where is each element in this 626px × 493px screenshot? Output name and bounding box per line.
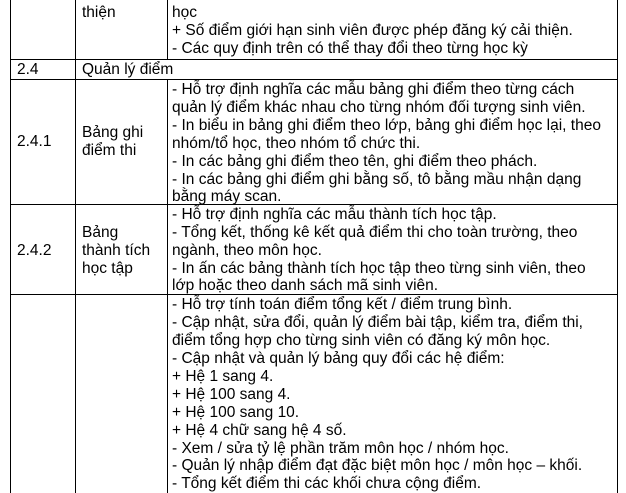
row-name: điểm thi xyxy=(82,142,137,159)
table-left-border xyxy=(10,0,11,493)
row-desc-line: nhóm/tổ học, theo nhóm tổ chức thi. xyxy=(172,135,421,152)
row-desc-line: - In ấn các bảng thành tích học tập theo từng sinh viên, theo xyxy=(172,260,586,277)
row-desc-line: - In các bảng ghi điểm ghi bằng số, tô bằng mầu nhận dạng xyxy=(172,171,582,188)
row-desc-line: - In biểu in bảng ghi điểm theo lớp, bảng ghi điểm học lại, theo xyxy=(172,117,601,134)
row-divider xyxy=(10,79,618,80)
table-col-divider-1 xyxy=(75,0,76,493)
row-desc-line: + Hệ 100 sang 10. xyxy=(172,404,300,421)
row-desc-line: ngành, theo môn học. xyxy=(172,242,322,259)
row-desc-line: - Cập nhật và quản lý bảng quy đổi các hệ điểm: xyxy=(172,350,505,367)
row-desc-line: quản lý điểm khác nhau cho từng nhóm đối tượng sinh viên. xyxy=(172,99,586,116)
row-divider xyxy=(10,204,618,205)
row-desc-line: - Cập nhật, sửa đổi, quản lý điểm bài tập, kiểm tra, điểm thi, xyxy=(172,314,583,331)
row-desc-line: + Hệ 1 sang 4. xyxy=(172,368,274,385)
table-right-border xyxy=(617,0,618,493)
row-id: 2.4.1 xyxy=(17,133,52,150)
row-id: 2.4 xyxy=(17,61,39,78)
row-desc-line: + Hệ 100 sang 4. xyxy=(172,386,291,403)
row-id: 2.4.2 xyxy=(17,242,52,259)
row-divider xyxy=(10,59,618,60)
row-desc-line: - Hỗ trợ định nghĩa các mẫu bảng ghi điểm theo từng cách xyxy=(172,81,575,98)
row-desc-line: bằng máy scan. xyxy=(172,188,282,205)
row-desc-line: - In các bảng ghi điểm theo tên, ghi điểm theo phách. xyxy=(172,153,538,170)
row-desc-line: điểm tổng hợp cho từng sinh viên có đăng ký môn học. xyxy=(172,332,551,349)
row-desc-line: - Xem / sửa tỷ lệ phần trăm môn học / nhóm học. xyxy=(172,440,509,457)
row-name: thiện xyxy=(82,4,116,21)
row-name: Bảng ghi xyxy=(82,124,144,141)
table-col-divider-2 xyxy=(167,79,168,493)
row-desc-line: - Tổng kết, thống kê kết quả điểm thi cho toàn trường, theo xyxy=(172,224,578,241)
row-desc-line: - Hỗ trợ định nghĩa các mẫu thành tích học tập. xyxy=(172,206,497,223)
row-desc-line: - Quản lý nhập điểm đạt đặc biệt môn học / môn học – khối. xyxy=(172,457,583,474)
row-desc-line: - Các quy định trên có thể thay đổi theo từng học kỳ xyxy=(172,40,528,57)
row-name: thành tích xyxy=(82,242,151,259)
row-name: học tập xyxy=(82,260,133,277)
row-desc-line: - Hỗ trợ tính toán điểm tổng kết / điểm trung bình. xyxy=(172,296,513,313)
row-desc-line: lớp hoặc theo danh sách mã sinh viên. xyxy=(172,277,439,294)
row-desc-line: học xyxy=(172,4,197,21)
row-desc-line: - Tổng kết điểm thi các khối chưa cộng điểm. xyxy=(172,475,482,492)
row-desc-line: + Số điểm giới hạn sinh viên được phép đăng ký cải thiện. xyxy=(172,22,573,39)
table-col-divider-2 xyxy=(167,0,168,59)
row-name: Bảng xyxy=(82,224,119,241)
row-desc-line: + Hệ 4 chữ sang hệ 4 số. xyxy=(172,422,347,439)
section-title: Quản lý điểm xyxy=(82,61,174,78)
